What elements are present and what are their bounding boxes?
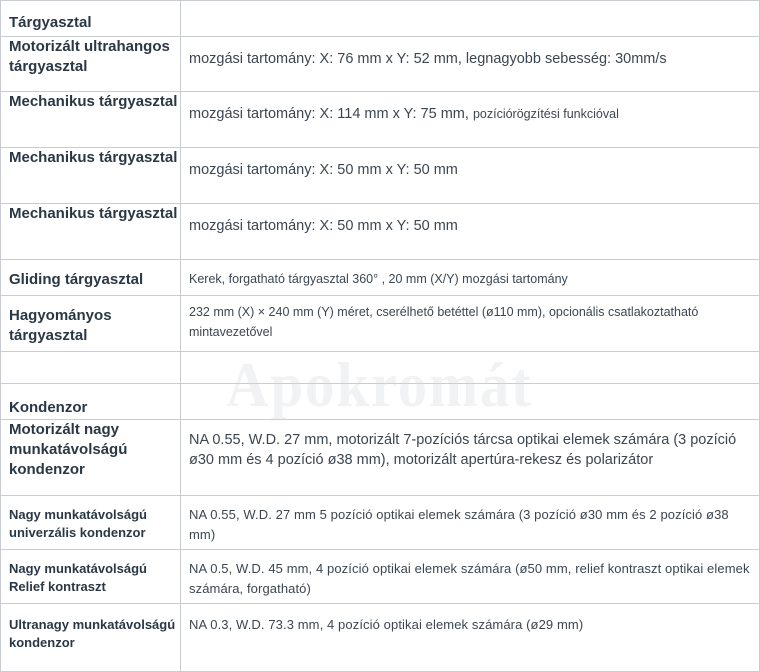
row-value: NA 0.55, W.D. 27 mm, motorizált 7-pozíciós tárcsa optikai elemek számára (3 pozíció ø30 mm és 4 pozíció ø38 mm), motorizált apertúra-rekesz és polarizátor <box>181 420 760 496</box>
table-row <box>1 148 760 204</box>
row-value: mozgási tartomány: X: 76 mm x Y: 52 mm, legnagyobb sebesség: 30mm/s <box>181 37 760 92</box>
table-row <box>1 550 760 604</box>
row-label: Motorizált nagy munkatávolságú kondenzor <box>1 420 181 496</box>
row-value-note: pozíciórögzítési funkcióval <box>472 107 619 121</box>
row-value <box>181 92 760 148</box>
row-label: Mechanikus tárgyasztal <box>1 204 181 260</box>
row-value: Kerek, forgatható tárgyasztal 360° , 20 mm (X/Y) mozgási tartomány <box>181 260 760 296</box>
row-label: Kondenzor <box>1 384 181 420</box>
table-row <box>1 496 760 550</box>
row-label: Hagyományos tárgyasztal <box>1 296 181 352</box>
table-row <box>1 204 760 260</box>
row-value <box>181 352 760 384</box>
row-label: Nagy munkatávolságú univerzális kondenzor <box>1 496 181 550</box>
row-value: mozgási tartomány: X: 50 mm x Y: 50 mm <box>181 204 760 260</box>
row-value: NA 0.5, W.D. 45 mm, 4 pozíció optikai elemek számára (ø50 mm, relief kontraszt optikai elemek számára, forgatható) <box>181 550 760 604</box>
row-value <box>181 1 760 37</box>
table-row <box>1 296 760 352</box>
table-row <box>1 92 760 148</box>
row-value: 232 mm (X) × 240 mm (Y) méret, cserélhető betéttel (ø110 mm), opcionális csatlakoztatható mintavezetővel <box>181 296 760 352</box>
row-value: NA 0.3, W.D. 73.3 mm, 4 pozíció optikai elemek számára (ø29 mm) <box>181 604 760 672</box>
row-label: Ultranagy munkatávolságú kondenzor <box>1 604 181 672</box>
row-value <box>181 384 760 420</box>
table-row <box>1 37 760 92</box>
row-value: mozgási tartomány: X: 50 mm x Y: 50 mm <box>181 148 760 204</box>
row-label: Gliding tárgyasztal <box>1 260 181 296</box>
table-row <box>1 1 760 37</box>
row-label <box>1 352 181 384</box>
row-label: Motorizált ultrahangos tárgyasztal <box>1 37 181 92</box>
table-row <box>1 352 760 384</box>
row-label: Mechanikus tárgyasztal <box>1 92 181 148</box>
table-row <box>1 604 760 672</box>
table-row <box>1 420 760 496</box>
table-row <box>1 384 760 420</box>
watermark: Apokromát <box>226 349 533 420</box>
row-value-main: mozgási tartomány: X: 114 mm x Y: 75 mm, <box>189 106 473 122</box>
row-label: Nagy munkatávolságú Relief kontraszt <box>1 550 181 604</box>
row-label: Tárgyasztal <box>1 1 181 37</box>
row-value: NA 0.55, W.D. 27 mm 5 pozíció optikai elemek számára (3 pozíció ø30 mm és 2 pozíció ø38 mm) <box>181 496 760 550</box>
row-label: Mechanikus tárgyasztal <box>1 148 181 204</box>
table-row <box>1 260 760 296</box>
